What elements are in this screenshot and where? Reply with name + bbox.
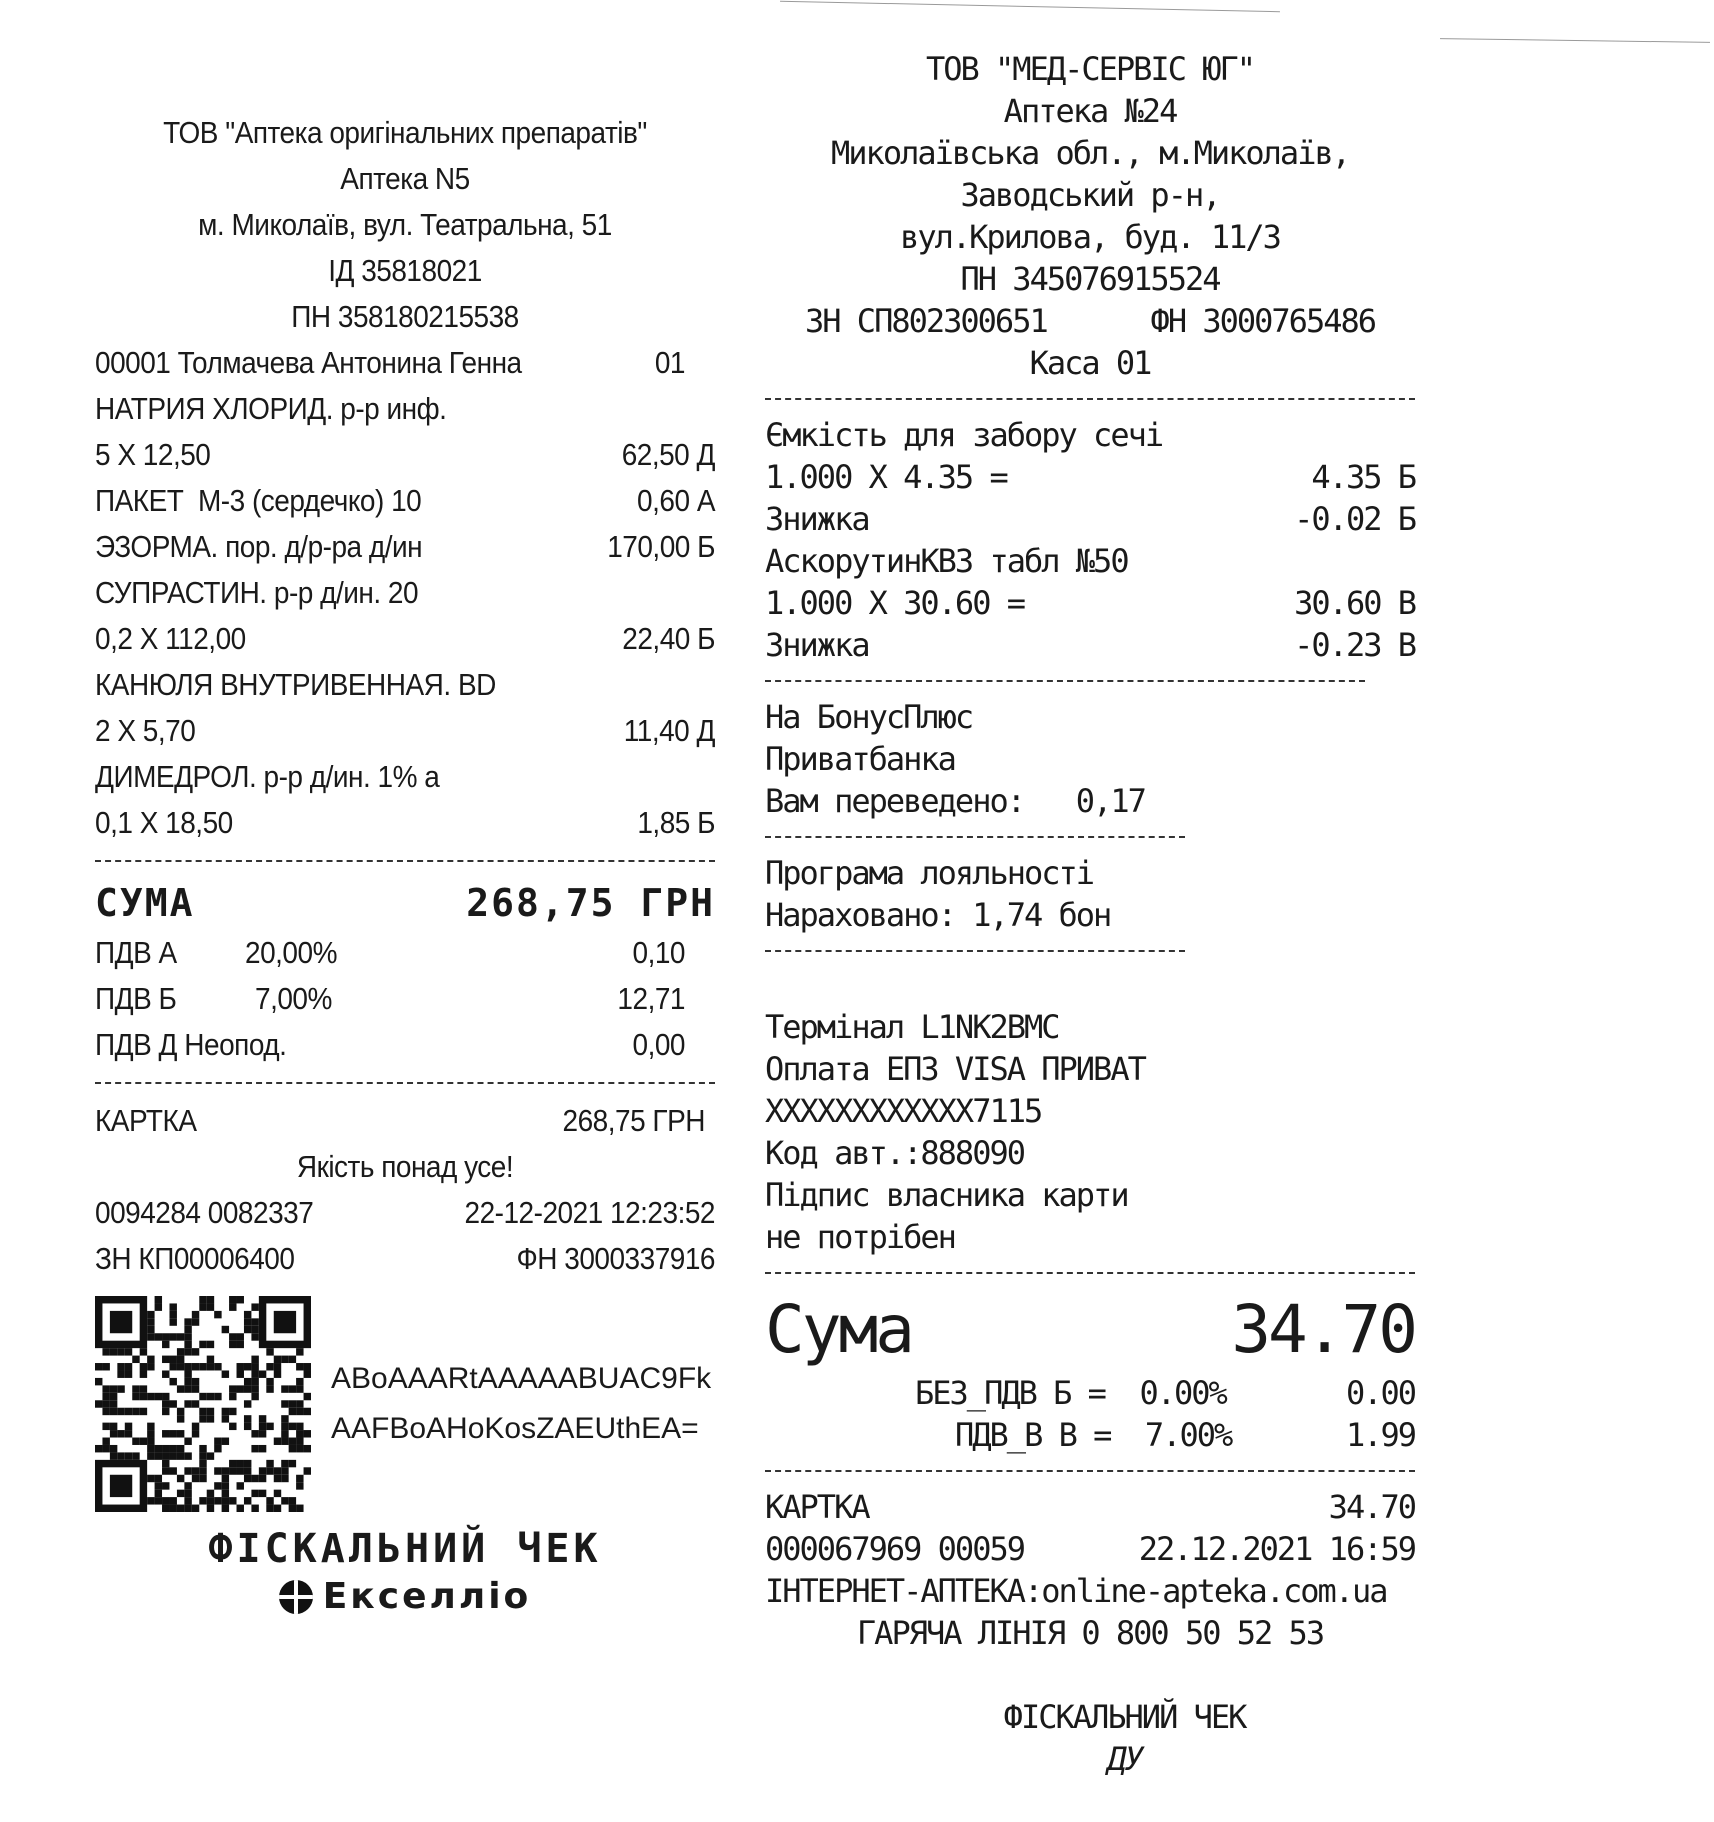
vat-value: 0,00 <box>632 1027 685 1062</box>
vat-label: ПДВ Д Неопод. <box>95 1027 287 1062</box>
register-number: 01 <box>654 345 685 380</box>
discount-line <box>765 498 1415 540</box>
payment-label: КАРТКА <box>95 1103 197 1138</box>
item-name: НАТРИЯ ХЛОРИД. р-р инф. <box>95 391 447 426</box>
item-line <box>765 456 1415 498</box>
qr-code <box>95 1296 311 1512</box>
zn-number: ЗН СП802300651 <box>805 302 1047 340</box>
hotline: ГАРЯЧА ЛІНІЯ 0 800 50 52 53 <box>856 1614 1324 1652</box>
item-sum: 1,85 Б <box>637 805 715 840</box>
vat-value: 12,71 <box>617 981 685 1016</box>
divider <box>765 950 1185 952</box>
qr-text-line: AAFBoAHoKosZAEUthEA= <box>331 1412 699 1445</box>
tax-number: ПН 358180215538 <box>291 299 519 334</box>
payment-label: КАРТКА <box>765 1488 869 1526</box>
terminal-line: Підпис власника карти <box>765 1176 1128 1214</box>
terminal-line: Код авт.:888090 <box>765 1134 1024 1172</box>
receipt-right <box>765 48 1415 1822</box>
item-line <box>95 522 715 573</box>
fiscal-mark: ДУ <box>1107 1740 1142 1778</box>
divider <box>95 860 715 862</box>
item-line <box>765 582 1415 624</box>
item-line <box>95 476 715 527</box>
slogan: Якість понад усе! <box>296 1149 514 1184</box>
item-sum: 4.35 Б <box>1311 458 1415 496</box>
cashier-line <box>95 338 715 389</box>
discount-label: Знижка <box>765 626 869 664</box>
item-line <box>95 614 715 665</box>
discount-value: -0.23 В <box>1294 626 1415 664</box>
vat-line <box>95 1020 715 1071</box>
globe-icon <box>279 1580 313 1614</box>
pharmacy-name: Аптека N5 <box>340 161 470 196</box>
terminal-line: Оплата ЕПЗ VISA ПРИВАТ <box>765 1050 1145 1088</box>
vat-label: БЕЗ_ПДВ Б = 0.00% <box>915 1374 1226 1412</box>
payment-line <box>765 1486 1415 1528</box>
vat-label: ПДВ Б <box>95 981 177 1016</box>
fiscal-text: ФІСКАЛЬНИЙ ЧЕК <box>1003 1698 1246 1736</box>
payment-value: 268,75 ГРН <box>562 1103 705 1138</box>
divider <box>765 836 1185 838</box>
company-name: ТОВ "МЕД-СЕРВІС ЮГ" <box>925 50 1255 88</box>
total-value: 34.70 <box>1231 1291 1415 1368</box>
zn-number: ЗН КП00006400 <box>95 1241 295 1276</box>
payment-value: 34.70 <box>1328 1488 1415 1526</box>
total-line <box>95 876 715 930</box>
bonus-line: Приватбанка <box>765 740 955 778</box>
divider <box>765 1272 1415 1274</box>
item-list <box>95 386 715 846</box>
company-name: ТОВ "Аптека оригінальних препаратів" <box>163 115 647 150</box>
qr-text-line: ABoAAARtAAAAABUAC9Fk <box>331 1362 712 1395</box>
item-sum: 62,50 Д <box>621 437 715 472</box>
terminal-line: XXXXXXXXXXXX7115 <box>765 1092 1042 1130</box>
vat-line <box>765 1372 1415 1414</box>
vat-line <box>95 974 715 1025</box>
loyalty-line: Програма лояльності <box>765 854 1094 892</box>
vat-label: ПДВ_В В = 7.00% <box>955 1416 1232 1454</box>
fn-number: ФН 3000337916 <box>516 1241 715 1276</box>
vat-value: 0,10 <box>632 935 685 970</box>
total-line <box>765 1288 1415 1372</box>
qr-block <box>95 1296 715 1512</box>
fn-number: ФН 3000765486 <box>1150 302 1375 340</box>
payment-line <box>95 1096 715 1147</box>
terminal-line: не потрібен <box>765 1218 955 1256</box>
vat-line <box>95 928 715 979</box>
bonus-line: Вам переведено: 0,17 <box>765 782 1145 820</box>
total-value: 268,75 ГРН <box>466 881 715 925</box>
vat-value: 1.99 <box>1345 1416 1415 1454</box>
pharmacy-name: Аптека №24 <box>1003 92 1177 130</box>
vat-value: 0.00 <box>1345 1374 1415 1412</box>
address: м. Миколаїв, вул. Театральна, 51 <box>198 207 612 242</box>
item-name: КАНЮЛЯ ВНУТРИВЕННАЯ. BD <box>95 667 496 702</box>
item-name: Ємкість для забору сечі <box>765 416 1163 454</box>
vat-line <box>765 1414 1415 1456</box>
address-street: вул.Крилова, буд. 11/3 <box>900 218 1280 256</box>
total-label: Сума <box>765 1291 912 1368</box>
check-info-line <box>765 1528 1415 1570</box>
discount-value: -0.02 Б <box>1294 500 1415 538</box>
address-district: Заводський р-н, <box>960 176 1220 214</box>
terminal-line: Термінал L1NK2BMC <box>765 1008 1059 1046</box>
item-sum: 22,40 Б <box>622 621 715 656</box>
brand-name: Екселліо <box>322 1576 532 1617</box>
item-line <box>95 706 715 757</box>
scan-edge <box>1440 38 1710 43</box>
item-name: СУПРАСТИН. р-р д/ин. 20 <box>95 575 419 610</box>
fiscal-label <box>765 1654 1415 1822</box>
item-qty: 0,1 X 18,50 <box>95 805 233 840</box>
receipt-left <box>95 110 715 1617</box>
id-number: ІД 35818021 <box>328 253 482 288</box>
discount-label: Знижка <box>765 500 869 538</box>
loyalty-line: Нараховано: 1,74 бон <box>765 896 1111 934</box>
tax-number: ПН 345076915524 <box>960 260 1220 298</box>
discount-line <box>765 624 1415 666</box>
item-qty: 2 X 5,70 <box>95 713 196 748</box>
item-line <box>95 430 715 481</box>
fiscal-numbers-line <box>95 1234 715 1285</box>
scan-edge <box>780 1 1280 12</box>
divider <box>765 680 1365 682</box>
item-qty: 0,2 X 112,00 <box>95 621 246 656</box>
item-name: ДИМЕДРОЛ. р-р д/ин. 1% а <box>95 759 440 794</box>
item-qty: 1.000 X 4.35 = <box>765 458 1007 496</box>
vat-rate: 7,00% <box>255 981 332 1016</box>
check-numbers: 000067969 00059 <box>765 1530 1024 1568</box>
item-sum: 11,40 Д <box>623 713 715 748</box>
bonus-line: На БонусПлюс <box>765 698 973 736</box>
qr-text <box>331 1354 711 1454</box>
check-datetime: 22-12-2021 12:23:52 <box>464 1195 715 1230</box>
internet-pharmacy: ІНТЕРНЕТ-АПТЕКА:online-apteka.com.ua <box>765 1572 1387 1610</box>
fiscal-numbers-line <box>765 300 1415 342</box>
brand-logo <box>95 1576 715 1617</box>
cashier-name: 00001 Толмачева Антонина Генна <box>95 345 522 380</box>
vat-rate: 20,00% <box>245 935 337 970</box>
item-name: ПАКЕТ М-3 (сердечко) 10 <box>95 483 422 518</box>
item-qty: 1.000 X 30.60 = <box>765 584 1024 622</box>
register: Каса 01 <box>1029 344 1151 382</box>
divider <box>765 1470 1415 1472</box>
total-label: СУМА <box>95 881 195 925</box>
check-numbers: 0094284 0082337 <box>95 1195 314 1230</box>
item-sum: 170,00 Б <box>607 529 715 564</box>
vat-label: ПДВ А <box>95 935 177 970</box>
item-sum: 30.60 В <box>1294 584 1415 622</box>
item-sum: 0,60 А <box>637 483 715 518</box>
check-info-line <box>95 1188 715 1239</box>
item-qty: 5 X 12,50 <box>95 437 211 472</box>
item-name: ЭЗОРМА. пор. д/р-ра д/ин <box>95 529 423 564</box>
fiscal-label: ФІСКАЛЬНИЙ ЧЕК <box>208 1526 602 1572</box>
check-datetime: 22.12.2021 16:59 <box>1138 1530 1415 1568</box>
divider <box>765 398 1415 400</box>
item-name: АскорутинКВЗ табл №50 <box>765 542 1128 580</box>
item-line <box>95 798 715 849</box>
divider <box>95 1082 715 1084</box>
address-region: Миколаївська обл., м.Миколаїв, <box>831 134 1349 172</box>
item-list <box>765 414 1415 666</box>
